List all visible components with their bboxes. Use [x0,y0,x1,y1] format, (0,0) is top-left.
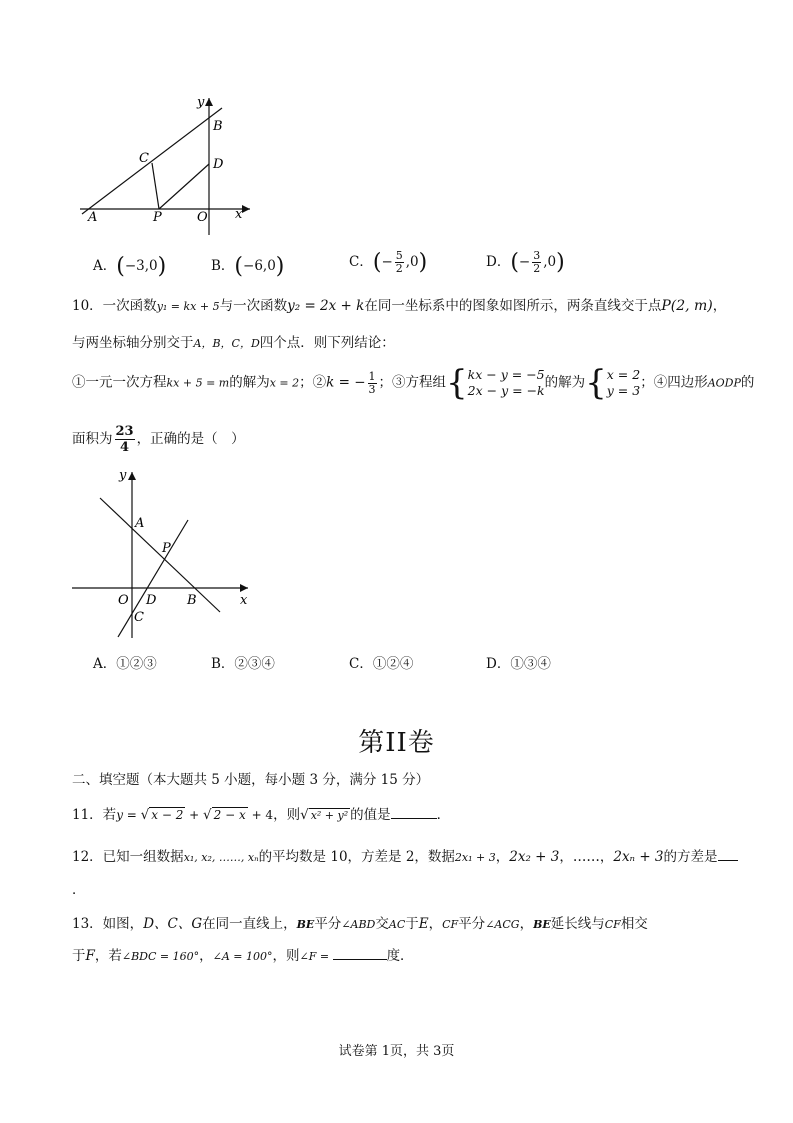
x-axis-arrow [240,584,248,592]
option-a[interactable]: A．①②③ [93,656,157,672]
label-y: y [119,468,127,483]
q12: 12．已知一组数据x₁, x₂, ……, xₙ的平均数是 10，方差是 2，数据2x₁ + 3，2x₂ + 3，……，2xₙ + 3的方差是 [72,845,732,865]
option-b[interactable]: B．(−6,0) [211,254,285,279]
q10-line-4: 面积为 $\frac{23}{4}$ ，正确的是（ ） [72,424,245,455]
page-footer: 试卷第 1页，共 3页 [338,1044,455,1059]
figure-q9 [70,90,260,240]
label-y: y [197,95,205,110]
label-c: C [134,610,144,625]
label-x: x [240,593,248,608]
y-axis-arrow [205,98,213,106]
label-d: D [146,593,157,608]
option-a[interactable]: A．(−3,0) [93,254,167,279]
label-x: x [235,207,243,222]
q10-options [93,652,733,692]
label-p: P [153,210,162,225]
q10-line-2: 与两坐标轴分别交于A，B，C，D四个点．则下列结论： [72,335,395,351]
q13-line-2: 于F，若∠BDC = 160°，∠A = 100°，则∠F = 度． [72,948,414,964]
segment-pd [159,164,209,209]
label-o: O [197,210,208,225]
section-title: 第II卷 [358,728,435,758]
line-ab [82,108,222,214]
label-a: A [135,516,145,531]
line-y2 [118,520,188,637]
q11-answer-blank[interactable] [391,818,437,819]
y-axis-arrow [128,472,136,480]
figure-q10 [68,462,258,642]
label-a: A [88,210,98,225]
q13-answer-blank[interactable] [333,959,387,960]
label-d: D [213,157,224,172]
label-b: B [187,593,197,608]
segment-cp [152,163,159,209]
q11: 11．若y = √ x − 2 + √ 2 − x + 4，则√ x² + y² 的值是 ． [72,807,451,823]
label-p: P [162,541,171,556]
x-axis-arrow [242,205,250,213]
q10-line-1: 10．一次函数y₁ = kx + 5与一次函数y₂ = 2x + k在同一坐标系中的图象如图所示，两条直线交于点P(2, m)， [72,298,727,314]
label-c: C [139,151,149,166]
q10-line-3: ①一元一次方程kx + 5 = m的解为x = 2；②k = − $\frac{1}{3}$ ；③方程组 { kx − y = −5 2x − y = −k 的解为 { x = 2 y = 3 ；④四边形AODP的 [72,363,755,403]
option-b[interactable]: B．②③④ [211,656,275,672]
q12-answer-blank[interactable] [718,860,738,861]
section-heading: 二、填空题（本大题共 5 小题，每小题 3 分，满分 15 分） [72,772,430,788]
q9-options [93,250,733,290]
q13-line-1: 13．如图，D、C、G在同一直线上，BE平分∠ABD交AC于E，CF平分∠ACG，BE延长线与CF相交 [72,916,648,932]
option-c[interactable]: C．(− $\frac{5}{2}$ ,0) [349,249,428,275]
option-c[interactable]: C．①②④ [349,656,414,672]
label-o: O [118,593,129,608]
option-d[interactable]: D．①③④ [486,656,551,672]
label-b: B [213,119,223,134]
q12-end: ． [72,882,86,898]
option-d[interactable]: D．(− $\frac{3}{2}$ ,0) [486,249,565,275]
